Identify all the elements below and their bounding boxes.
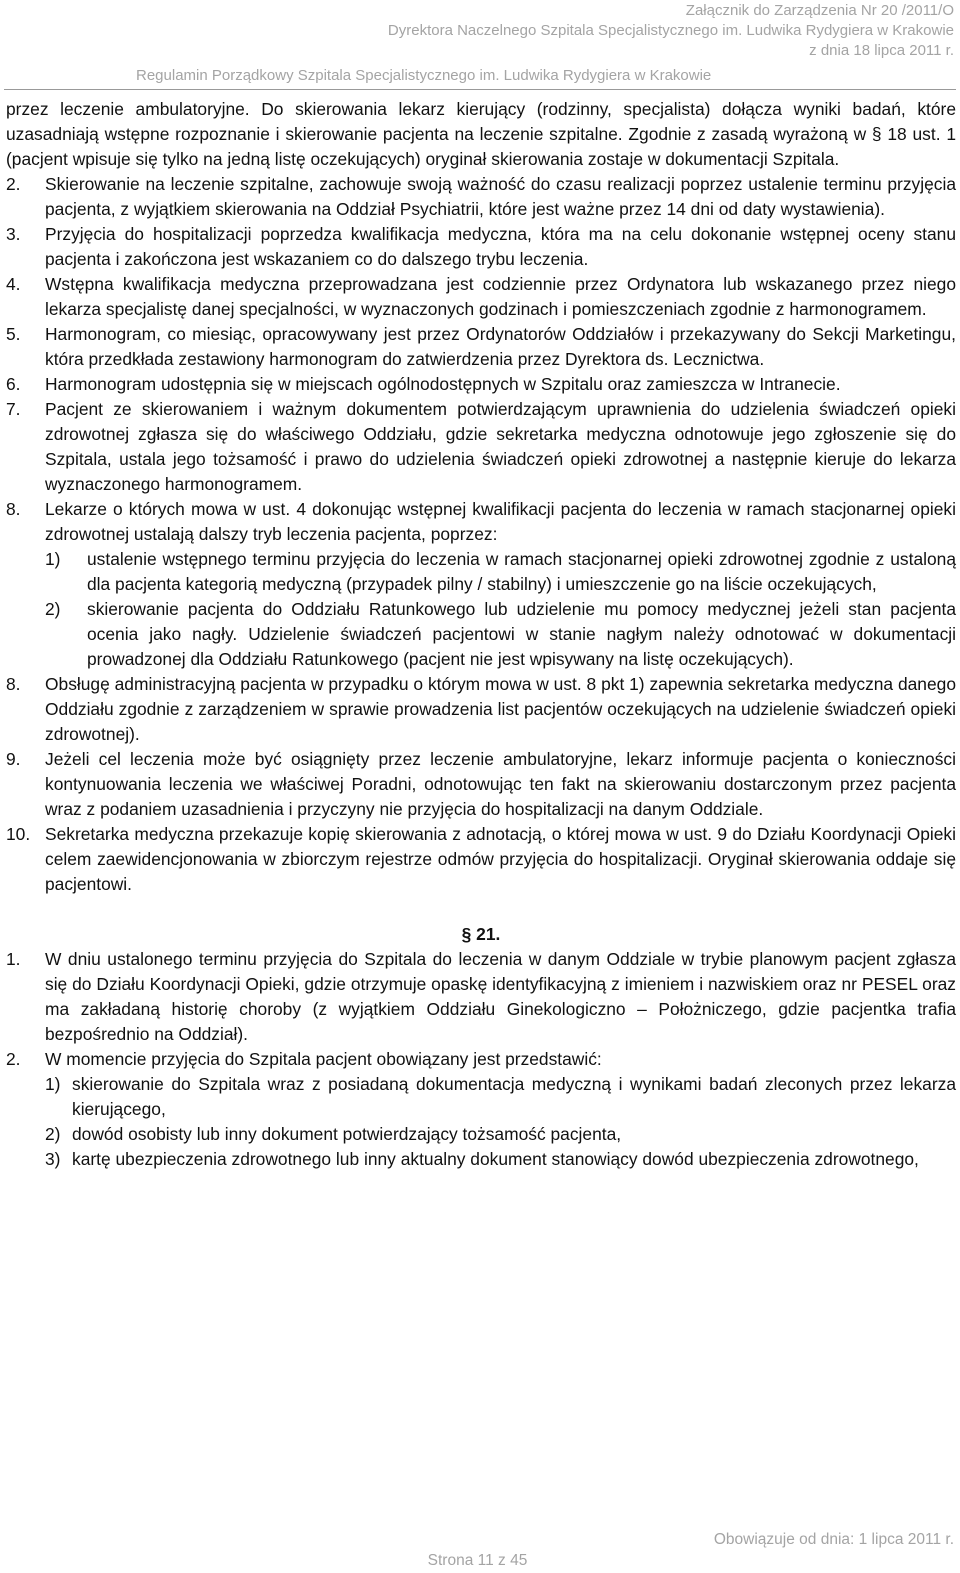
item-text: W momencie przyjęcia do Szpitala pacjent obowiązany jest przedstawić:: [45, 1049, 602, 1069]
list-item: [6, 672, 956, 747]
header-director-line: Dyrektora Naczelnego Szpitala Specjalistycznego im. Ludwika Rydygiera w Krakowie: [387, 22, 954, 39]
item-number: 4.: [6, 274, 21, 294]
list-item: [6, 272, 956, 322]
item-number: 8.: [6, 499, 21, 519]
sub-list-item: [45, 547, 956, 597]
item-number: 9.: [6, 749, 21, 769]
sub-item-text: dowód osobisty lub inny dokument potwierdzający tożsamość pacjenta,: [72, 1124, 622, 1144]
header-date-line: z dnia 18 lipca 2011 r.: [809, 42, 954, 59]
item-number: 8.: [6, 674, 21, 694]
sub-item-text: skierowanie do Szpitala wraz z posiadaną dokumentacja medyczną i wynikami badań zleconych przez lekarza kierującego,: [72, 1074, 956, 1119]
sub-list-item: [45, 1072, 956, 1122]
intro-paragraph: przez leczenie ambulatoryjne. Do skierowania lekarz kierujący (rodzinny, specjalista) dołącza wyniki badań, które uzasadniają wstępne rozpoznanie i skierowanie pacjenta na leczenie szpitalne. Zgodnie z zasadą wyrażoną w § 18 ust. 1 (pacjent wpisuje się tylko na jedną listę oczekujących) oryginał skierowania zostaje w dokumentacji Szpitala.: [6, 99, 956, 169]
item-text: Sekretarka medyczna przekazuje kopię skierowania z adnotacją, o której mowa w ust. 9 do Działu Koordynacji Opieki celem zaewidencjonowania w zbiorczym rejestrze odmów przyjęcia do hospitalizacji. Oryginał skierowania oddaje się pacjentowi.: [45, 824, 956, 894]
sub-item-text: kartę ubezpieczenia zdrowotnego lub inny aktualny dokument stanowiący dowód ubezpieczenia zdrowotnego,: [72, 1149, 919, 1169]
header-regulation-title: Regulamin Porządkowy Szpitala Specjalistycznego im. Ludwika Rydygiera w Krakowie: [136, 67, 712, 84]
item-number: 10.: [6, 824, 31, 844]
sub-item-number: 2): [45, 1124, 61, 1144]
effective-date: Obowiązuje od dnia: 1 lipca 2011 r.: [713, 1531, 954, 1548]
item-text: Pacjent ze skierowaniem i ważnym dokumentem potwierdzającym uprawnienia do udzielenia świadczeń opieki zdrowotnej zgłasza się do właściwego Oddziału, gdzie sekretarka medyczna odnotowuje jego zgłoszenie się do Szpitala, ustala jego tożsamość i prawo do udzielenia świadczeń opieki zdrowotnej a następnie kieruje do lekarza wyznaczonego harmonogramem.: [45, 399, 956, 494]
section-title: § 21.: [461, 924, 501, 944]
list-item: [6, 397, 956, 497]
item-text: Lekarze o których mowa w ust. 4 dokonując wstępnej kwalifikacji pacjenta do leczenia w ramach stacjonarnej opieki zdrowotnej ustalają dalszy tryb leczenia pacjenta, poprzez:: [45, 499, 956, 544]
sub-item-number: 1): [45, 549, 61, 569]
list-item: [6, 1047, 956, 1172]
sub-list-item: [45, 597, 956, 672]
item-text: Wstępna kwalifikacja medyczna przeprowadzana jest codziennie przez Ordynatora lub wskazanego przez niego lekarza specjalistę danej specjalności, w wyznaczonych godzinach i pomieszczeniach zgodnie z harmonogramem.: [45, 274, 956, 319]
list-item: [6, 322, 956, 372]
item-number: 6.: [6, 374, 21, 394]
list-item: [6, 497, 956, 672]
sub-item-number: 3): [45, 1149, 61, 1169]
item-text: Jeżeli cel leczenia może być osiągnięty przez leczenie ambulatoryjne, lekarz informuje pacjenta o konieczności kontynuowania leczenia we właściwej Poradni, odnotowując ten fakt na skierowaniu dostarczonym przez pacjenta wraz z podaniem uzasadnienia i przyczyny nie przyjęcia do hospitalizacji na danym Oddziale.: [45, 749, 956, 819]
list-item: [6, 222, 956, 272]
header-divider: [4, 89, 956, 90]
sub-item-text: ustalenie wstępnego terminu przyjęcia do leczenia w ramach stacjonarnej opieki zdrowotnej zgodnie z ustaloną dla pacjenta kategorią medyczną (przypadek pilny / stabilny) i umieszczenie go na liście oczekujących,: [87, 549, 956, 594]
page-number: Strona 11 z 45: [427, 1552, 528, 1569]
item-number: 2.: [6, 1049, 21, 1069]
list-item: [6, 747, 956, 822]
item-number: 3.: [6, 224, 21, 244]
document-body: [6, 97, 956, 1172]
list-item: [6, 947, 956, 1047]
sub-item-text: skierowanie pacjenta do Oddziału Ratunkowego lub udzielenie mu pomocy medycznej jeżeli stan pacjenta ocenia jako nagły. Udzielenie świadczeń pacjentowi w stanie nagłym należy odnotować w dokumentacji prowadzonej dla Oddziału Ratunkowego (pacjent nie jest wpisywany na listę oczekujących).: [87, 599, 956, 669]
item-text: Obsługę administracyjną pacjenta w przypadku o którym mowa w ust. 8 pkt 1) zapewnia sekretarka medyczna danego Oddziału zgodnie z zarządzeniem w sprawie prowadzenia list pacjentów oczekujących na udzielenie świadczeń opieki zdrowotnej).: [45, 674, 956, 744]
sub-item-number: 1): [45, 1074, 61, 1094]
item-text: Skierowanie na leczenie szpitalne, zachowuje swoją ważność do czasu realizacji poprzez ustalenie terminu przyjęcia pacjenta, z wyjątkiem skierowania na Oddział Psychiatrii, które jest ważne przez 14 dni od daty wystawienia).: [45, 174, 956, 219]
item-text: W dniu ustalonego terminu przyjęcia do Szpitala do leczenia w danym Oddziale w trybie planowym pacjent zgłasza się do Działu Koordynacji Opieki, gdzie otrzymuje opaskę identyfikacyjną z imieniem i nazwiskiem oraz nr PESEL oraz ma zakładaną historię choroby (z wyjątkiem Oddziału Ginekologiczno – Położniczego, gdzie pacjentka trafia bezpośrednio na Oddział).: [45, 949, 956, 1044]
sub-list-item: [45, 1122, 956, 1147]
item-number: 5.: [6, 324, 21, 344]
sub-list-item: [45, 1147, 956, 1172]
item-number: 1.: [6, 949, 21, 969]
sub-item-number: 2): [45, 599, 61, 619]
item-text: Harmonogram udostępnia się w miejscach ogólnodostępnych w Szpitalu oraz zamieszcza w Intranecie.: [45, 374, 841, 394]
item-text: Harmonogram, co miesiąc, opracowywany jest przez Ordynatorów Oddziałów i przekazywany do Sekcji Marketingu, która przedkłada zestawiony harmonogram do zatwierdzenia przez Dyrektora ds. Lecznictwa.: [45, 324, 956, 369]
list-item: [6, 822, 956, 897]
list-item: [6, 172, 956, 222]
item-number: 2.: [6, 174, 21, 194]
header-annex-line: Załącznik do Zarządzenia Nr 20 /2011/O: [685, 2, 954, 19]
item-text: Przyjęcia do hospitalizacji poprzedza kwalifikacja medyczna, która ma na celu dokonanie wstępnej oceny stanu pacjenta i zakończona jest wskazaniem co do dalszego trybu leczenia.: [45, 224, 956, 269]
item-number: 7.: [6, 399, 21, 419]
list-item: [6, 372, 956, 397]
